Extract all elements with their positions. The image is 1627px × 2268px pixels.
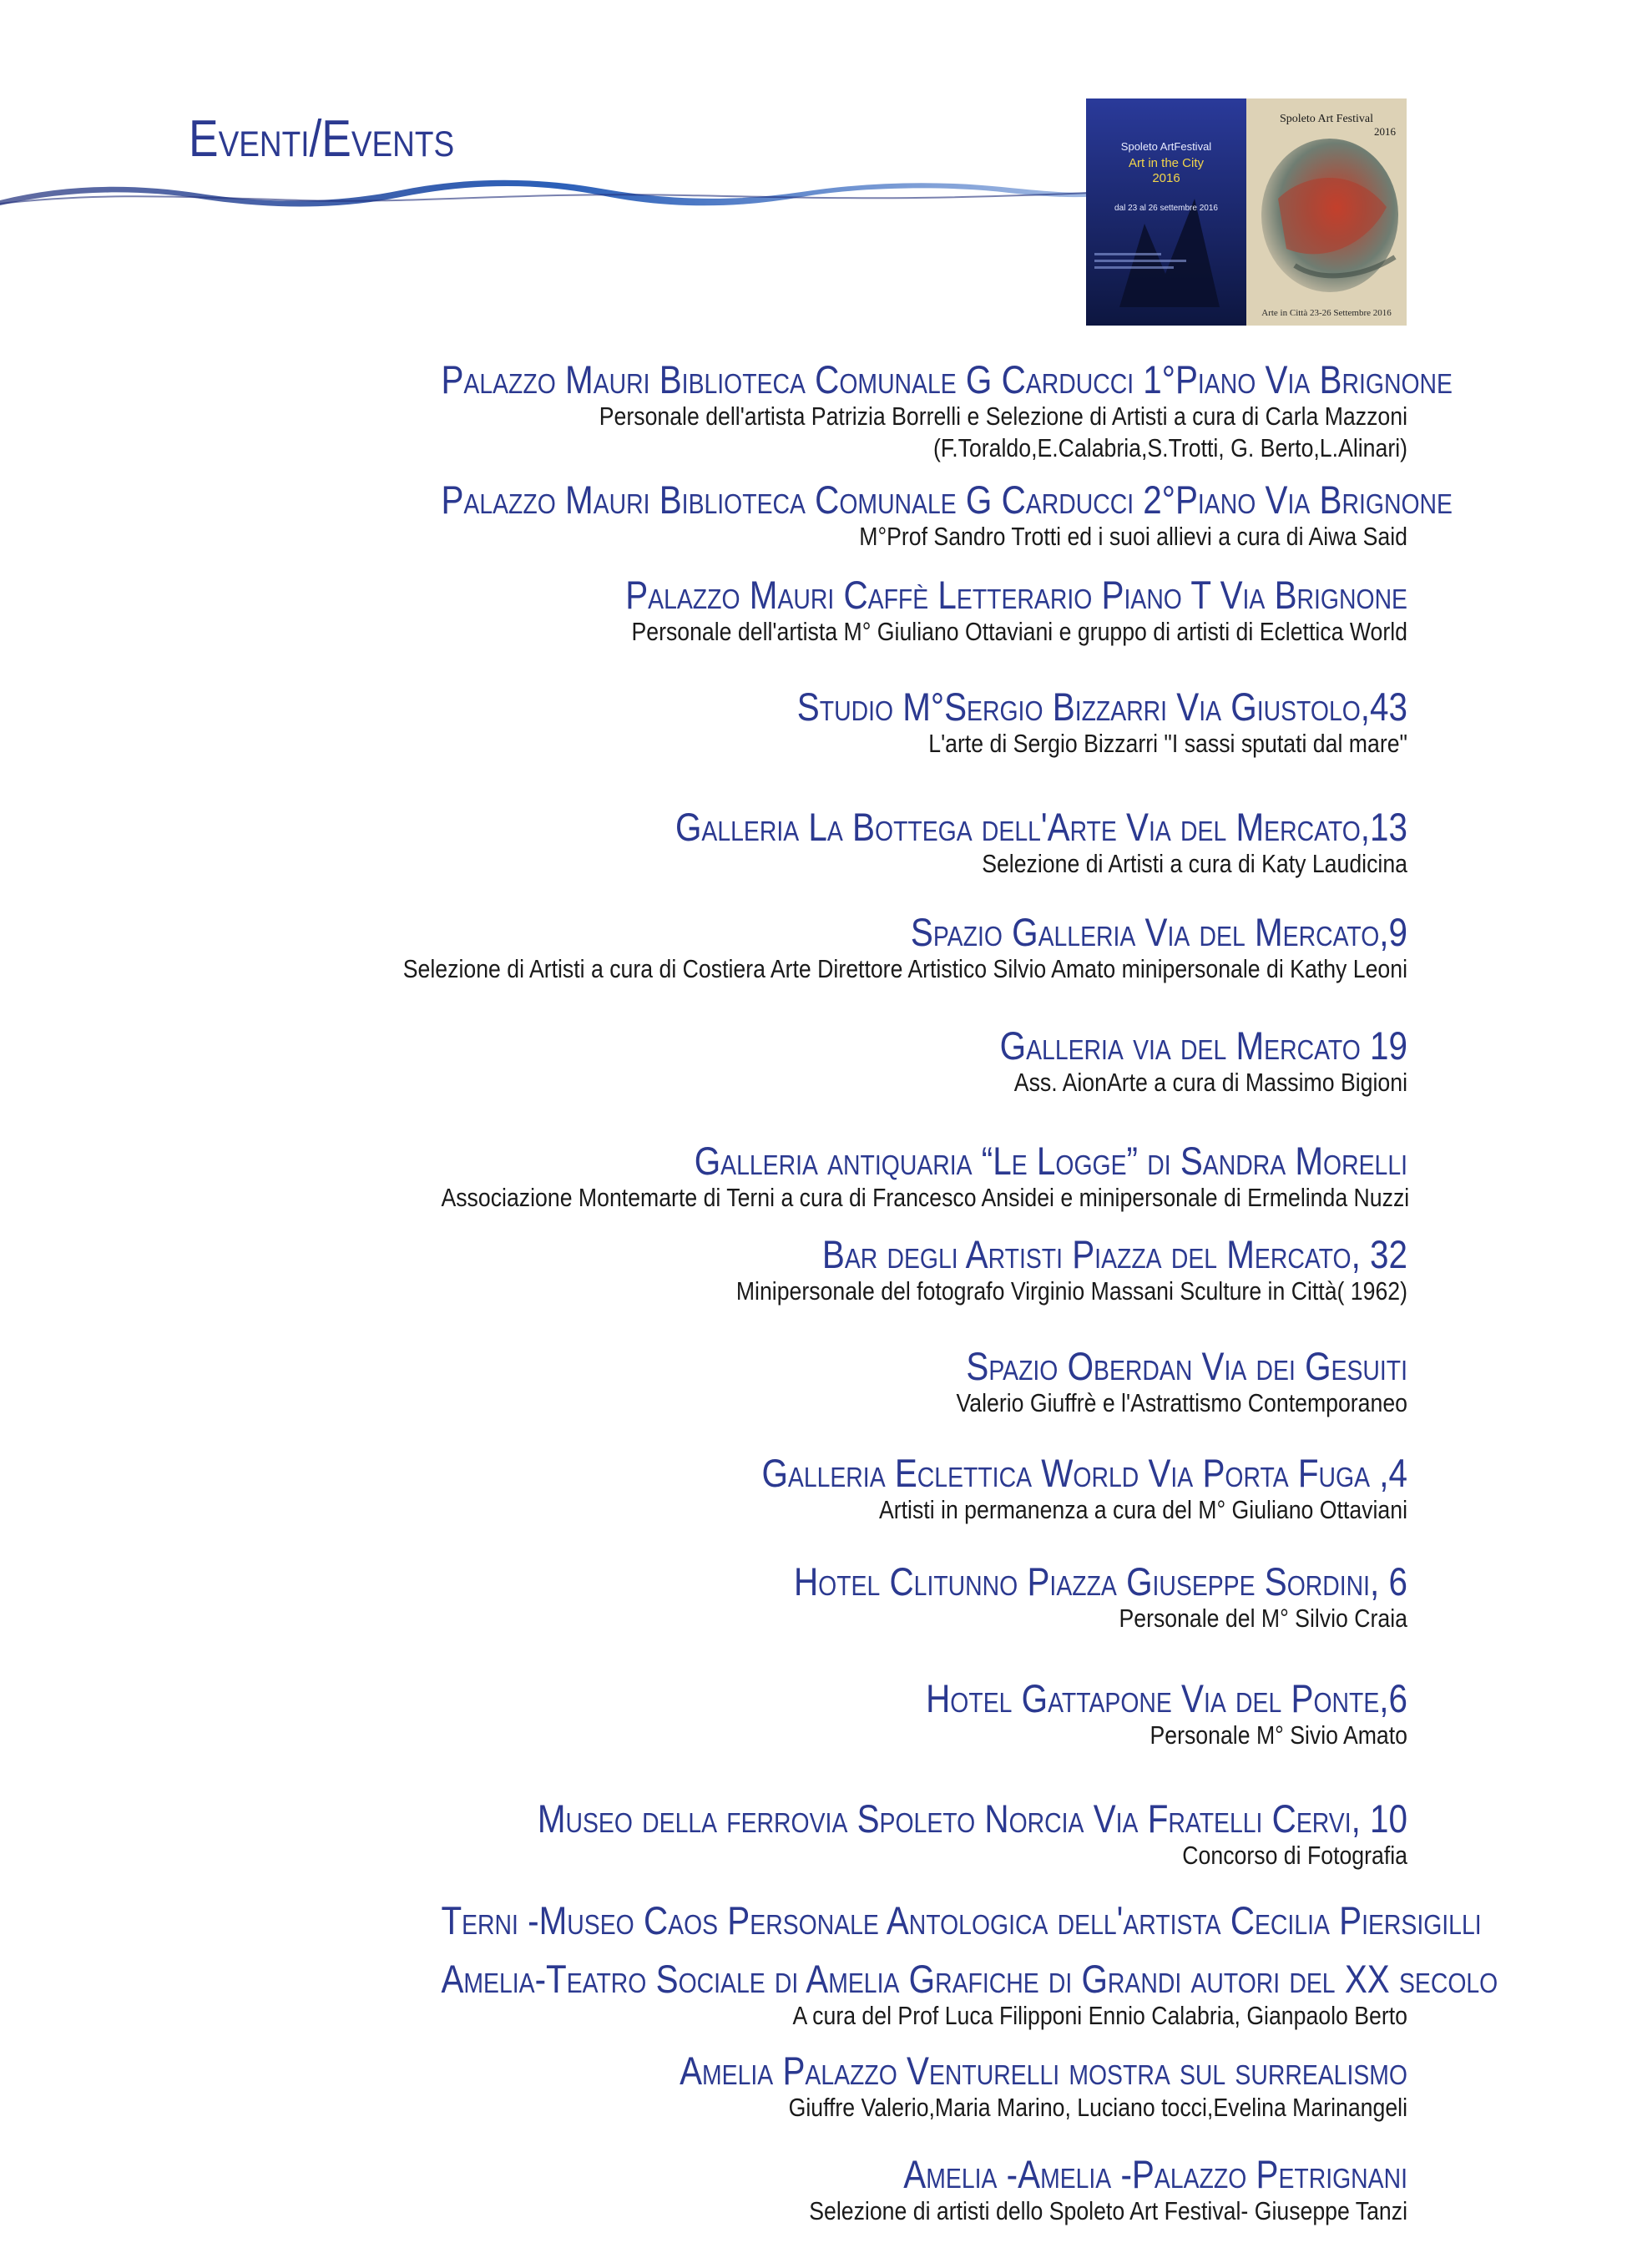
event-description: Associazione Montemarte di Terni a cura di Francesco Ansidei e minipersonale di Ermelinda Nuzzi <box>441 1183 1410 1212</box>
event-title: Palazzo Mauri Caffè Letterario Piano T Via Brignone <box>625 573 1407 617</box>
event-title: Palazzo Mauri Biblioteca Comunale G Carducci 1°Piano Via Brignone <box>441 357 1453 402</box>
event-description-continued: (F.Toraldo,E.Calabria,S.Trotti, G. Berto,L.Alinari) <box>933 433 1407 462</box>
event-title: Amelia-Teatro Sociale di Amelia Grafiche di Grandi autori del XX secolo <box>441 1957 1498 2001</box>
event-description: Selezione di artisti dello Spoleto Art Festival- Giuseppe Tanzi <box>809 2196 1407 2225</box>
event-item <box>284 1234 1407 1307</box>
event-item <box>284 806 1407 880</box>
event-item <box>284 686 1407 760</box>
event-title: Spazio Oberdan Via dei Gesuiti <box>966 1344 1407 1388</box>
event-title: Palazzo Mauri Biblioteca Comunale G Carducci 2°Piano Via Brignone <box>441 477 1453 522</box>
event-item <box>284 1678 1407 1751</box>
event-item <box>284 2154 1407 2227</box>
poster-left-line4: dal 23 al 26 settembre 2016 <box>1114 204 1218 213</box>
event-description: Ass. AionArte a cura di Massimo Bigioni <box>1013 1068 1407 1097</box>
event-item <box>284 912 1407 985</box>
event-item <box>284 1957 1498 2032</box>
event-title: Galleria La Bottega dell'Arte Via del Mercato,13 <box>675 805 1407 849</box>
event-description: M°Prof Sandro Trotti ed i suoi allievi a cura di Aiwa Said <box>859 522 1407 551</box>
event-title: Spazio Galleria Via del Mercato,9 <box>910 910 1407 954</box>
page-title: Eventi/Events <box>189 110 455 168</box>
event-description: A cura del Prof Luca Filipponi Ennio Calabria, Gianpaolo Berto <box>792 2001 1407 2030</box>
event-description: Artisti in permanenza a cura del M° Giuliano Ottaviani <box>878 1495 1407 1524</box>
poster-left-line1: Spoleto ArtFestival <box>1120 140 1212 153</box>
event-item <box>284 1025 1407 1099</box>
event-item <box>284 1346 1407 1419</box>
event-title: Studio M°Sergio Bizzarri Via Giustolo,43 <box>796 684 1407 729</box>
event-title: Bar degli Artisti Piazza del Mercato, 32 <box>821 1232 1407 1276</box>
event-description: Giuffre Valerio,Maria Marino, Luciano tocci,Evelina Marinangeli <box>788 2093 1407 2122</box>
event-item <box>284 477 1453 553</box>
event-description: Personale dell'artista M° Giuliano Ottaviani e gruppo di artisti di Eclettica World <box>631 617 1407 646</box>
event-title: Hotel Clitunno Piazza Giuseppe Sordini, 6 <box>793 1559 1407 1604</box>
event-item <box>284 1139 1410 1214</box>
event-item <box>284 574 1407 648</box>
event-description: Personale del M° Silvio Craia <box>1119 1604 1407 1633</box>
event-title: Terni -Museo Caos Personale Antologica dell'artista Cecilia Piersigilli <box>441 1898 1482 1942</box>
event-item <box>284 1452 1407 1526</box>
event-description: Valerio Giuffrè e l'Astrattismo Contemporaneo <box>956 1388 1407 1417</box>
event-description: Personale M° Sivio Amato <box>1150 1720 1407 1750</box>
poster-right-footer: Arte in Città 23-26 Settembre 2016 <box>1261 308 1392 318</box>
event-title: Hotel Gattapone Via del Ponte,6 <box>926 1676 1407 1720</box>
event-item <box>284 1561 1407 1634</box>
event-item <box>284 357 1453 464</box>
festival-posters <box>1086 98 1407 326</box>
event-title: Amelia -Amelia -Palazzo Petrignani <box>903 2152 1407 2196</box>
event-description: Selezione di Artisti a cura di Costiera Arte Direttore Artistico Silvio Amato minipersonale di Kathy Leoni <box>402 954 1407 983</box>
event-title: Galleria antiquaria “Le Logge” di Sandra Morelli <box>694 1139 1407 1183</box>
poster-left-line3: 2016 <box>1152 171 1180 185</box>
event-description: Concorso di Fotografia <box>1182 1841 1407 1870</box>
event-title: Amelia Palazzo Venturelli mostra sul surrealismo <box>680 2048 1407 2093</box>
event-description: Personale dell'artista Patrizia Borrelli e Selezione di Artisti a cura di Carla Mazzoni <box>599 402 1407 431</box>
events-list <box>284 357 1498 2227</box>
event-item <box>284 2050 1407 2124</box>
poster-left <box>1086 98 1246 326</box>
event-item <box>284 1898 1482 1942</box>
poster-right <box>1246 98 1407 326</box>
event-item <box>284 1798 1407 1871</box>
event-title: Galleria Eclettica World Via Porta Fuga ,4 <box>761 1451 1407 1495</box>
poster-right-line1: Spoleto Art Festival <box>1280 113 1373 125</box>
event-description: Selezione di Artisti a cura di Katy Laudicina <box>982 849 1407 878</box>
decorative-wave-divider <box>0 175 1110 209</box>
event-title: Galleria via del Mercato 19 <box>999 1023 1407 1068</box>
poster-left-line2: Art in the City <box>1128 156 1205 170</box>
event-title: Museo della ferrovia Spoleto Norcia Via Fratelli Cervi, 10 <box>537 1796 1407 1841</box>
event-description: L'arte di Sergio Bizzarri "I sassi sputati dal mare" <box>928 729 1407 758</box>
event-description: Minipersonale del fotografo Virginio Massani Sculture in Città( 1962) <box>735 1276 1407 1306</box>
poster-right-line2: 2016 <box>1374 125 1396 138</box>
